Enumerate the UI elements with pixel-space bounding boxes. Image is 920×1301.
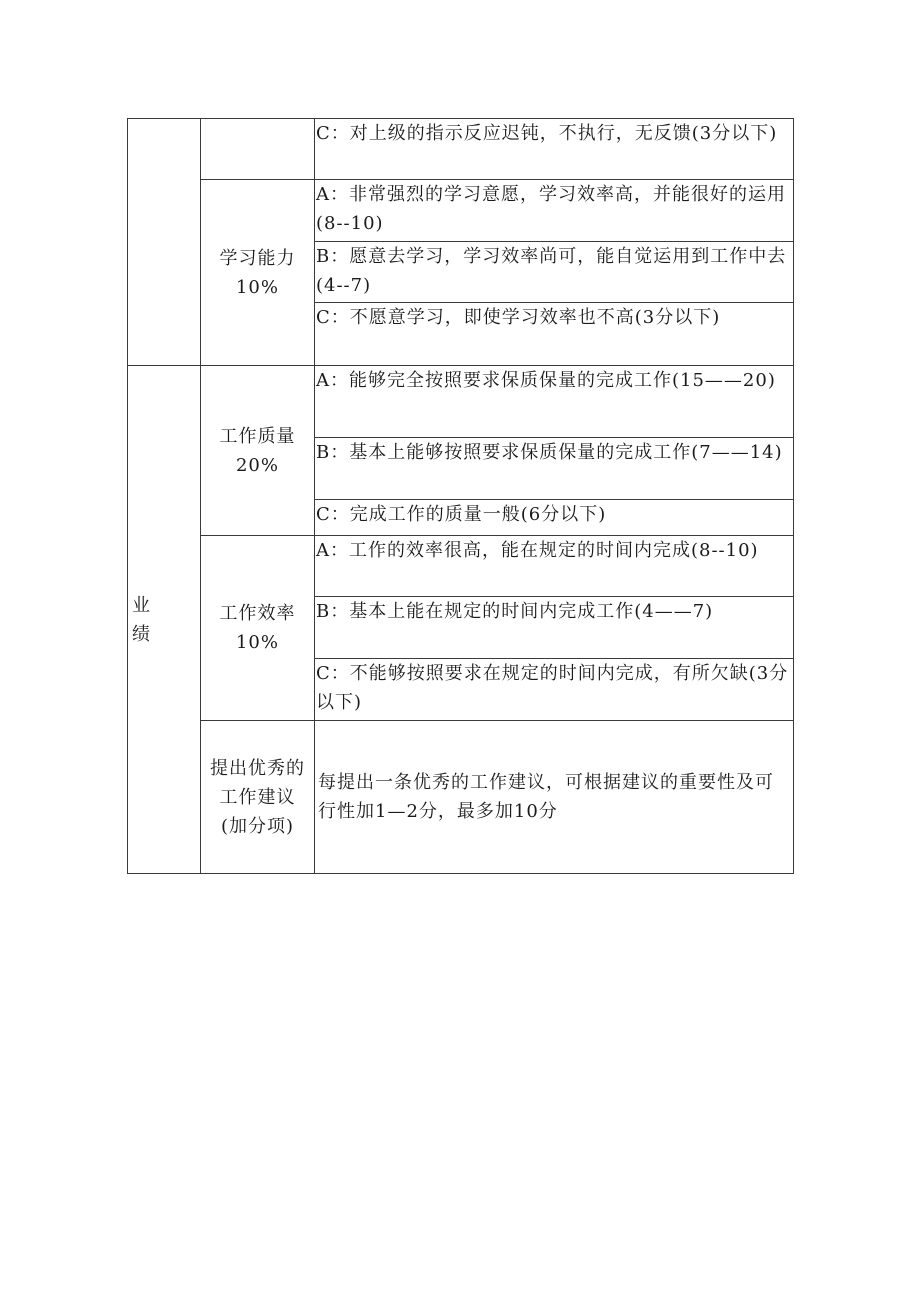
criteria-text: C：完成工作的质量一般(6分以下) [316,504,607,525]
criteria-text: B：基本上能在规定的时间内完成工作(4——7) [316,601,714,622]
evaluation-table [127,118,794,874]
criteria-cell [315,659,794,721]
criteria-cell [315,500,794,536]
table-row [128,721,794,874]
criteria-cell [315,721,794,874]
item-label-efficiency: 工作效率10% [219,603,296,653]
criteria-cell [315,303,794,366]
criteria-text: C：对上级的指示反应迟钝，不执行，无反馈(3分以下) [316,123,778,144]
item-cell-bonus [201,721,315,874]
table-row [128,119,794,180]
item-cell-empty [201,119,315,180]
table-row [128,180,794,242]
criteria-cell [315,180,794,242]
criteria-cell [315,119,794,180]
table-row [128,536,794,597]
category-cell-empty [128,119,201,366]
criteria-text: B：愿意去学习，学习效率尚可，能自觉运用到工作中去(4--7) [316,246,787,296]
criteria-cell [315,242,794,303]
criteria-text: A：工作的效率很高，能在规定的时间内完成(8--10) [316,540,759,561]
criteria-cell [315,366,794,438]
criteria-text: C：不愿意学习，即使学习效率也不高(3分以下) [316,307,721,328]
criteria-text: A：能够完全按照要求保质保量的完成工作(15——20) [316,370,776,391]
item-label-quality: 工作质量20% [219,425,296,476]
item-cell-learning [201,180,315,366]
item-label-bonus: 提出优秀的工作建议(加分项) [210,757,305,837]
category-cell-performance [128,366,201,874]
item-label-learning: 学习能力10% [219,247,296,298]
criteria-cell [315,438,794,500]
table-row [128,366,794,438]
criteria-cell [315,536,794,597]
criteria-cell [315,597,794,659]
criteria-text: B：基本上能够按照要求保质保量的完成工作(7——14) [316,442,783,463]
criteria-text: 每提出一条优秀的工作建议，可根据建议的重要性及可行性加1—2分，最多加10分 [318,772,774,822]
item-cell-efficiency [201,536,315,721]
criteria-text: C：不能够按照要求在规定的时间内完成，有所欠缺(3分以下) [316,663,789,713]
category-label-performance: 业绩 [132,594,152,645]
item-cell-quality [201,366,315,536]
criteria-text: A：非常强烈的学习意愿，学习效率高，并能很好的运用(8--10) [316,184,786,234]
